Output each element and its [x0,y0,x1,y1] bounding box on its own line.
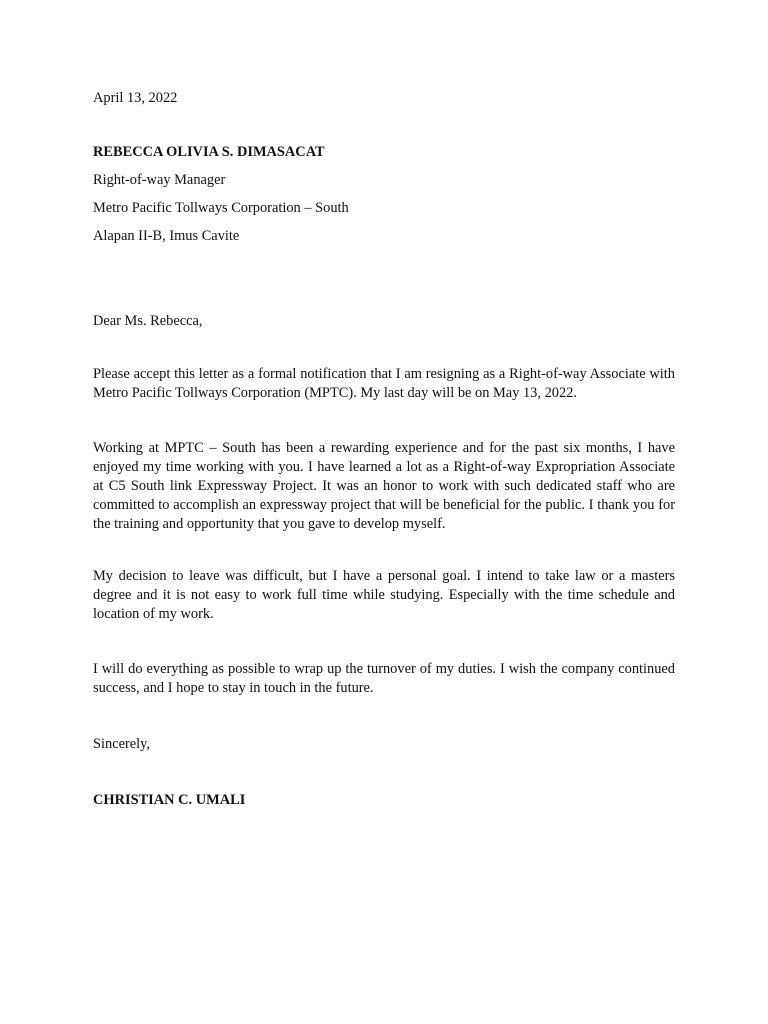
salutation: Dear Ms. Rebecca, [93,313,203,329]
body-paragraph-4-text: I will do everything as possible to wrap up the turnover of my duties. I wish the company continued success, and I hope to stay in touch in the future. [93,661,675,696]
recipient-company: Metro Pacific Tollways Corporation – South [93,200,349,216]
recipient-address: Alapan II-B, Imus Cavite [93,228,240,244]
body-paragraph-4 [93,660,675,698]
body-paragraph-2 [93,439,675,534]
recipient-title: Right-of-way Manager [93,172,226,188]
body-paragraph-2-text: Working at MPTC – South has been a rewarding experience and for the past six months, I have enjoyed my time working with you. I have learned a lot as a Right-of-way Expropriation Associate at C5 South link Expressway Project. It was an honor to work with such dedicated staff who are committed to accomplish an expressway project that will be beneficial for the public. I thank you for the training and opportunity that you gave to develop myself. [93,440,675,532]
body-paragraph-3-text: My decision to leave was difficult, but I have a personal goal. I intend to take law or a masters degree and it is not easy to work full time while studying. Especially with the time schedule and location of my work. [93,568,675,622]
recipient-name: REBECCA OLIVIA S. DIMASACAT [93,144,325,160]
letter-date: April 13, 2022 [93,90,178,106]
signatory-name: CHRISTIAN C. UMALI [93,792,246,808]
body-paragraph-1 [93,365,675,403]
closing: Sincerely, [93,736,151,752]
body-paragraph-1-text: Please accept this letter as a formal notification that I am resigning as a Right-of-way Associate with Metro Pacific Tollways Corporation (MPTC). My last day will be on May 13, 2022. [93,366,675,401]
body-paragraph-3 [93,567,675,624]
